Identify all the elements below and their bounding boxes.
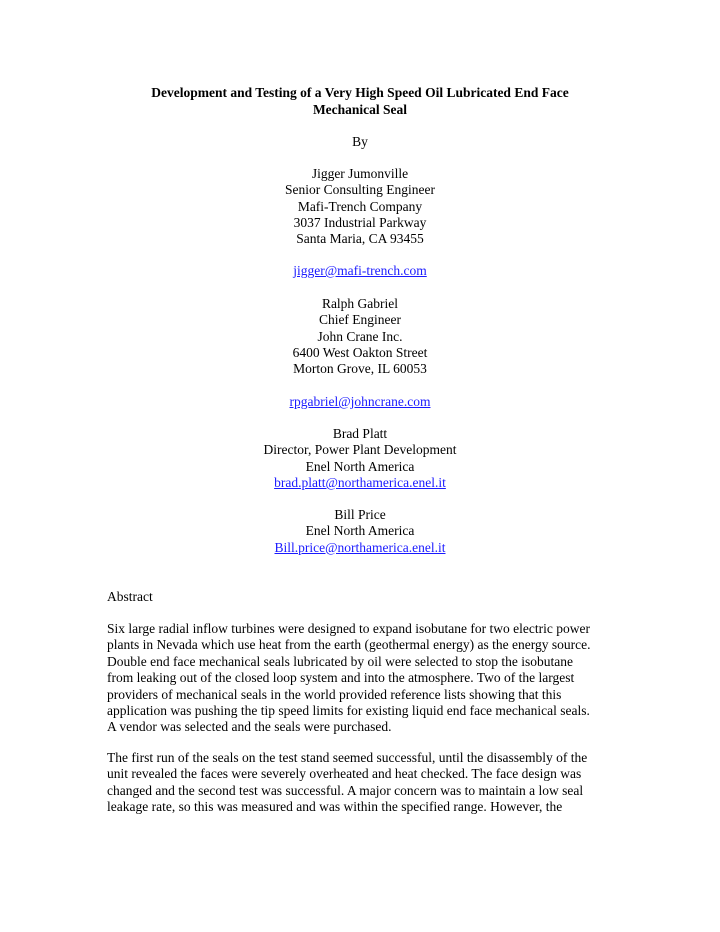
author-2-email-link[interactable]: rpgabriel@johncrane.com <box>289 394 431 409</box>
author-3-email-link[interactable]: brad.platt@northamerica.enel.it <box>274 474 446 490</box>
paragraph-line: unit revealed the faces were severely overheated and heat checked. The face design was <box>107 766 582 782</box>
author-1-name: Jigger Jumonville <box>311 166 409 181</box>
paragraph-line: leakage rate, so this was measured and was within the specified range. However, the <box>107 799 563 815</box>
author-1-email-link[interactable]: jigger@mafi-trench.com <box>293 263 427 278</box>
author-3-title: Director, Power Plant Development <box>263 442 457 458</box>
paragraph-line: Six large radial inflow turbines were designed to expand isobutane for two electric power <box>107 621 590 636</box>
author-1-street: 3037 Industrial Parkway <box>293 214 427 230</box>
author-block-1 <box>0 166 720 247</box>
author-2-title: Chief Engineer <box>318 312 402 328</box>
paragraph-line: plants in Nevada which use heat from the earth (geothermal energy) as the energy source. <box>107 637 591 653</box>
author-block-4 <box>0 507 720 556</box>
paragraph-line: application was pushing the tip speed limits for existing liquid end face mechanical seals. <box>107 703 590 719</box>
by-line <box>0 134 720 150</box>
author-3-company: Enel North America <box>305 458 415 474</box>
author-2-city: Morton Grove, IL 60053 <box>293 361 427 377</box>
author-4-company: Enel North America <box>305 523 415 539</box>
author-block-3 <box>0 426 720 491</box>
author-block-2 <box>0 296 720 377</box>
author-2-street: 6400 West Oakton Street <box>292 344 428 360</box>
abstract-heading: Abstract <box>107 589 153 604</box>
paragraph-line: A vendor was selected and the seals were purchased. <box>107 719 392 735</box>
paragraph-line: Double end face mechanical seals lubricated by oil were selected to stop the isobutane <box>107 653 573 669</box>
author-2-email-row <box>0 394 720 410</box>
abstract-paragraph-2 <box>107 750 627 816</box>
title-line-2: Mechanical Seal <box>312 102 408 117</box>
abstract-paragraph-1 <box>107 621 627 736</box>
author-4-email-link[interactable]: Bill.price@northamerica.enel.it <box>274 539 446 555</box>
author-1-city: Santa Maria, CA 93455 <box>296 231 424 247</box>
author-1-company: Mafi-Trench Company <box>297 198 423 214</box>
paragraph-line: changed and the second test was successful. A major concern was to maintain a low seal <box>107 782 584 798</box>
author-3-name: Brad Platt <box>332 426 388 441</box>
author-2-company: John Crane Inc. <box>317 328 403 344</box>
paragraph-line: providers of mechanical seals in the world provided reference lists showing that this <box>107 686 562 702</box>
paragraph-line: from leaking out of the closed loop system and into the atmosphere. Two of the largest <box>107 670 575 686</box>
author-1-title: Senior Consulting Engineer <box>285 182 435 198</box>
paragraph-line: The first run of the seals on the test stand seemed successful, until the disassembly of the <box>107 750 588 765</box>
paper-title <box>0 84 720 118</box>
author-1-email-row <box>0 263 720 279</box>
title-line-1: Development and Testing of a Very High Speed Oil Lubricated End Face <box>151 85 569 100</box>
author-2-name: Ralph Gabriel <box>321 296 399 311</box>
author-4-name: Bill Price <box>334 507 386 522</box>
by-text: By <box>352 134 368 149</box>
